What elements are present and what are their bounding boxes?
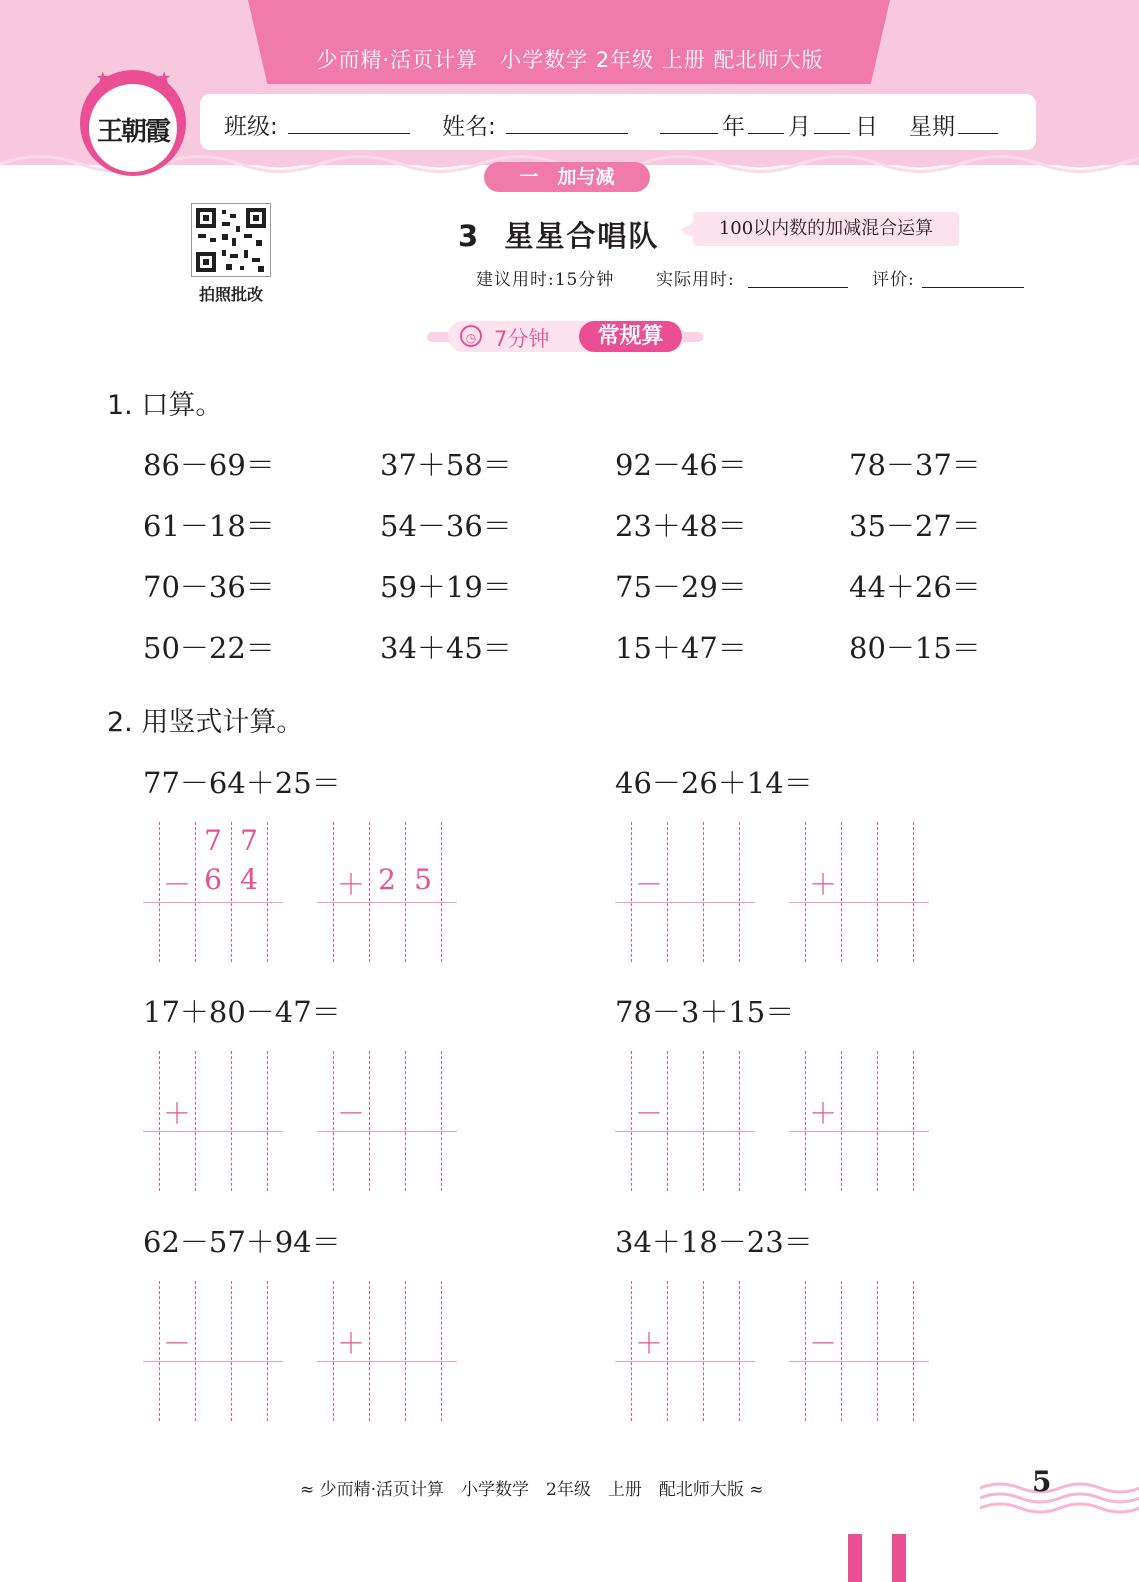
vertical-expression: 62－57＋94＝ — [143, 1225, 341, 1259]
oral-expression: 35－27＝ — [849, 509, 981, 543]
lesson-title — [458, 214, 659, 255]
vertical-calc-grid[interactable] — [615, 1051, 755, 1191]
week-blank[interactable] — [958, 133, 998, 134]
series-title: 少而精·活页计算 小学数学 2年级 上册 配北师大版 — [316, 48, 824, 72]
oral-expression: 70－36＝ — [143, 570, 275, 604]
grid-column-line — [231, 1051, 232, 1191]
grid-column-line — [703, 1051, 704, 1191]
name-blank[interactable] — [506, 133, 628, 134]
digit-cell: 2 — [378, 863, 396, 896]
qr-label: 拍照批改 — [198, 285, 263, 304]
oral-expression: 59＋19＝ — [380, 570, 512, 604]
digit-cell: 7 — [240, 824, 258, 857]
oral-expression: 15＋47＝ — [615, 631, 747, 665]
vertical-expression: 46－26＋14＝ — [615, 766, 813, 800]
grid-column-line — [739, 1051, 740, 1191]
grid-column-line — [739, 822, 740, 962]
vertical-calc-grid[interactable] — [317, 1051, 457, 1191]
grid-column-line — [441, 822, 442, 962]
page-number: 5 — [1032, 1465, 1052, 1498]
day-label: 日 — [855, 114, 878, 140]
oral-expression: 37＋58＝ — [380, 448, 512, 482]
oral-expression: 54－36＝ — [380, 509, 512, 543]
digit-cell: 6 — [204, 863, 222, 896]
year-blank[interactable] — [660, 133, 718, 134]
grid-column-line — [267, 822, 268, 962]
vertical-calc-grid[interactable] — [317, 1281, 457, 1421]
grid-column-line — [405, 1051, 406, 1191]
month-label: 月 — [788, 114, 811, 140]
vertical-calc-grid[interactable] — [615, 822, 755, 962]
operator-cell: － — [634, 868, 663, 901]
grid-column-line — [739, 1281, 740, 1421]
oral-expression: 92－46＝ — [615, 448, 747, 482]
vertical-calc-grid[interactable] — [143, 1281, 283, 1421]
vertical-calc-grid[interactable] — [789, 822, 929, 962]
digit-cell: 5 — [414, 863, 432, 896]
digit-cell: 4 — [240, 863, 258, 896]
grid-column-line — [195, 1051, 196, 1191]
qr-icon — [192, 204, 270, 276]
oral-expression: 78－37＝ — [849, 448, 981, 482]
clock-icon: ◷ — [460, 325, 482, 347]
operator-cell: ＋ — [162, 1097, 191, 1130]
actual-time-label: 实际用时: — [656, 270, 735, 290]
qr-code[interactable] — [191, 203, 271, 277]
operator-cell: ＋ — [336, 1327, 365, 1360]
timer-minutes: 7分钟 — [494, 327, 550, 351]
grid-column-line — [913, 822, 914, 962]
oral-expression: 34＋45＝ — [380, 631, 512, 665]
grid-column-line — [841, 1051, 842, 1191]
lesson-tag: 100以内数的加减混合运算 — [693, 212, 959, 246]
lesson-number: 3 — [458, 219, 481, 253]
grid-column-line — [913, 1051, 914, 1191]
oral-expression: 75－29＝ — [615, 570, 747, 604]
year-label: 年 — [722, 114, 745, 140]
q2-heading: 2. 用竖式计算。 — [107, 707, 304, 738]
suggested-time: 建议用时:15分钟 — [476, 270, 615, 290]
vertical-expression: 34＋18－23＝ — [615, 1225, 813, 1259]
name-label: 姓名: — [442, 114, 496, 140]
operator-cell: － — [808, 1327, 837, 1360]
oral-expression: 86－69＝ — [143, 448, 275, 482]
evaluation-label: 评价: — [872, 270, 915, 290]
digit-cell: 7 — [204, 824, 222, 857]
timer-badge: 常规算 — [579, 321, 682, 352]
grid-column-line — [877, 822, 878, 962]
grid-column-line — [877, 1281, 878, 1421]
vertical-calc-grid[interactable] — [143, 1051, 283, 1191]
vertical-expression: 77－64＋25＝ — [143, 766, 341, 800]
month-blank[interactable] — [748, 133, 784, 134]
vertical-calc-grid[interactable] — [317, 822, 457, 962]
class-label: 班级: — [224, 114, 278, 140]
grid-column-line — [841, 822, 842, 962]
operator-cell: ＋ — [336, 868, 365, 901]
grid-column-line — [667, 1051, 668, 1191]
lesson-tag-arrow — [680, 222, 694, 238]
chapter-pill: 一 加与减 — [484, 162, 650, 192]
oral-expression: 23＋48＝ — [615, 509, 747, 543]
oral-expression: 61－18＝ — [143, 509, 275, 543]
grid-column-line — [841, 1281, 842, 1421]
bottom-bar-right — [892, 1534, 906, 1582]
grid-column-line — [267, 1051, 268, 1191]
grid-column-line — [405, 1281, 406, 1421]
vertical-calc-grid[interactable] — [789, 1281, 929, 1421]
evaluation-blank[interactable] — [922, 287, 1024, 288]
day-blank[interactable] — [814, 133, 850, 134]
vertical-expression: 17＋80－47＝ — [143, 995, 341, 1029]
footer-wave — [980, 1478, 1139, 1518]
operator-cell: ＋ — [808, 868, 837, 901]
class-blank[interactable] — [288, 133, 410, 134]
grid-column-line — [267, 1281, 268, 1421]
grid-column-line — [667, 1281, 668, 1421]
operator-cell: ＋ — [808, 1097, 837, 1130]
week-label: 星期 — [909, 114, 955, 140]
star-icons: ★★★★★ — [95, 68, 173, 87]
grid-column-line — [877, 1051, 878, 1191]
oral-expression: 50－22＝ — [143, 631, 275, 665]
vertical-calc-grid[interactable] — [615, 1281, 755, 1421]
grid-column-line — [703, 822, 704, 962]
oral-expression: 80－15＝ — [849, 631, 981, 665]
lesson-name: 星星合唱队 — [504, 219, 660, 253]
logo-text: 王朝霞 — [96, 117, 169, 147]
oral-expression: 44＋26＝ — [849, 570, 981, 604]
actual-time-blank[interactable] — [748, 287, 848, 288]
vertical-calc-grid[interactable] — [143, 822, 283, 962]
vertical-calc-grid[interactable] — [789, 1051, 929, 1191]
footer-text: ≈ 少而精·活页计算 小学数学 2年级 上册 配北师大版 ≈ — [300, 1480, 764, 1500]
operator-cell: － — [162, 1327, 191, 1360]
operator-cell: － — [634, 1097, 663, 1130]
grid-column-line — [441, 1051, 442, 1191]
grid-column-line — [231, 1281, 232, 1421]
grid-column-line — [195, 1281, 196, 1421]
grid-column-line — [667, 822, 668, 962]
q1-heading: 1. 口算。 — [107, 390, 223, 421]
vertical-expression: 78－3＋15＝ — [615, 995, 795, 1029]
grid-column-line — [369, 1281, 370, 1421]
operator-cell: ＋ — [634, 1327, 663, 1360]
operator-cell: － — [162, 868, 191, 901]
grid-column-line — [369, 1051, 370, 1191]
grid-column-line — [441, 1281, 442, 1421]
bottom-bar-left — [848, 1534, 862, 1582]
grid-column-line — [703, 1281, 704, 1421]
grid-column-line — [913, 1281, 914, 1421]
operator-cell: － — [336, 1097, 365, 1130]
